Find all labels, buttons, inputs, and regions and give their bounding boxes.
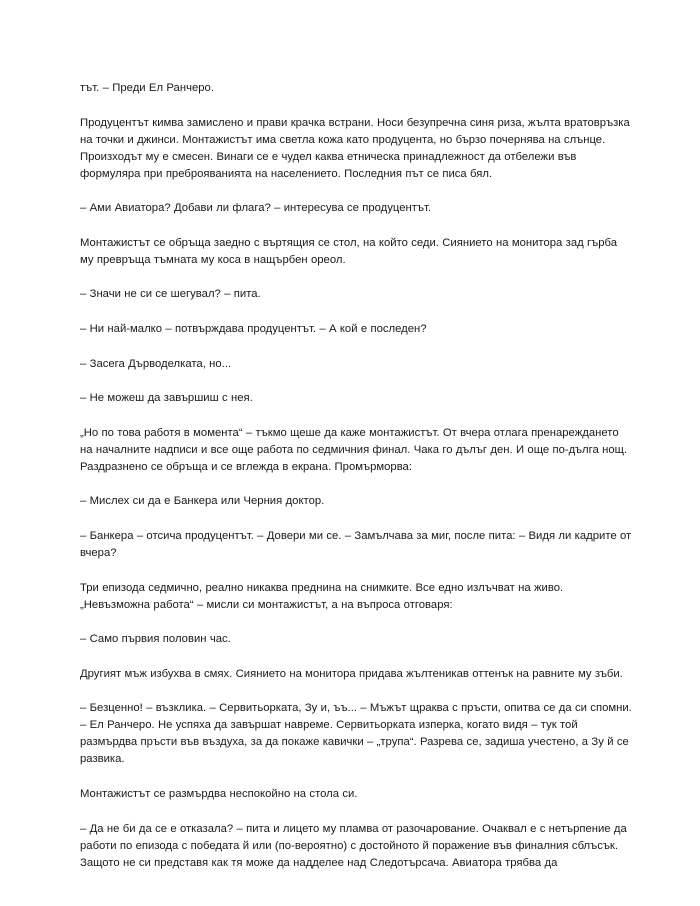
paragraph: Три епизода седмично, реално никаква преднина на снимките. Все едно излъчват на живо. „Невъзможна работа“ – мисли си монтажистът, а на въпроса отговаря: (80, 581, 564, 611)
paragraph: Монтажистът се размърдва неспокойно на стола си. (80, 787, 358, 800)
paragraph: Другият мъж избухва в смях. Сиянието на монитора придава жълтеникав оттенък на равните му зъби. (80, 667, 623, 680)
paragraph: – Банкера – отсича продуцентът. – Довери ми се. – Замълчава за миг, после пита: – Видя ли кадрите от вчера? (80, 529, 632, 559)
paragraph: Монтажистът се обръща заедно с въртящия се стол, на който седи. Сиянието на монитора зад гърба му превръща тъмната му коса в нащърбен ореол. (80, 236, 618, 266)
paragraph: тът. – Преди Ел Ранчеро. (80, 82, 214, 94)
paragraph: – Само първия половин час. (80, 633, 231, 646)
paragraph: „Но по това работя в момента“ – тъкмо щеше да каже монтажистът. От вчера отлага пренареждането на началните надписи и все още работа по седмичния финал. Чака го дълъг ден. И още по-дълга нощ. Раздразнено се обръща и се вглежда в екрана. Промърморва: (80, 426, 628, 473)
paragraph: Продуцентът кимва замислено и прави крачка встрани. Носи безупречна синя риза, жълта вратовръзка на точки и джинси. Монтажистът има светла кожа като продуцента, но бързо почернява на слънце. Произходът му е смесен. Винаги се е чудел каква етническа принадлежност да отбележи във формуляра при преброяванията на населението. Последния път се писа бял. (80, 116, 630, 180)
paragraph: – Засега Дърводелката, но... (80, 357, 232, 370)
paragraph: – Мислех си да е Банкера или Черния доктор. (80, 495, 325, 508)
paragraph: – Не можеш да завършиш с нея. (80, 392, 253, 405)
paragraph: – Ни най-малко – потвърждава продуцентът. – А кой е последен? (80, 322, 427, 335)
paragraph: – Значи не си се шегувал? – пита. (80, 288, 261, 301)
document-page (80, 80, 632, 889)
paragraph: – Безценно! – възклика. – Сервитьорката, Зу и, ъъ... – Мъжът щраква с пръсти, опитва се да си спомни. – Ел Ранчеро. Не успяха да завършат навреме. Сервитьорката изперка, когато видя – тук той размърдва пръсти във въздуха, за да покаже кавички – „трупа“. Разрева се, задиша учестено, а Зу й се развика. (80, 702, 632, 766)
paragraph: – Да не би да се е отказала? – пита и лицето му пламва от разочарование. Очаквал е с нетърпение да работи по епизода с победата й или (по-вероятно) с достойното й поражение във финалния сблъсък. Защото не си представя как тя може да надделее над Следотърсача. Авиатора трябва да (80, 822, 627, 869)
paragraph: – Ами Авиатора? Добави ли флага? – интересува се продуцентът. (80, 202, 432, 215)
